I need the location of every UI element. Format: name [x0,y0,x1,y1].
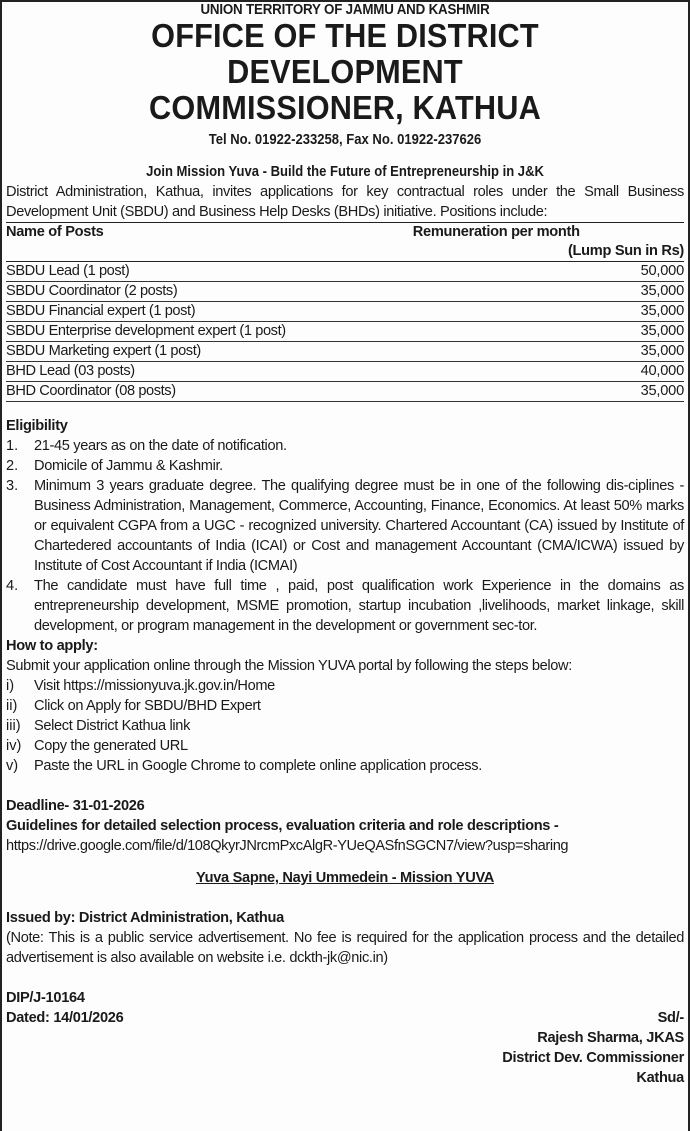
column-header-remuneration-line1: Remuneration per month [412,224,580,240]
slogan: Yuva Sapne, Nayi Ummedein - Mission YUVA [195,870,495,886]
eligibility-item-text: Minimum 3 years graduate degree. The qualifying degree must be in one of the following dis-ciplines - Business Administration, Management, Commerce, Accounting, Finance, Economics. At least 50% marks or equivalent CGPA from a UGC - recognized university. Chartered Accountant (CA) issued by Institute of Chartedered accountants of India (ICAI) or Cost and management Accountant (CMA/ICWA) issued by Institute of Cost Accountant if India (ICMAI) [34,478,684,574]
apply-step [6,696,684,716]
eligibility-item-text: 21-45 years as on the date of notification. [34,438,287,454]
column-header-name [6,223,413,262]
posts-table-body [6,262,684,402]
apply-step-text: Click on Apply for SBDU/BHD Expert [34,698,261,714]
dated: Dated: 14/01/2026 [6,1010,124,1026]
post-name: SBDU Lead (1 post) [6,263,130,279]
eligibility-title: Eligibility [6,418,68,434]
eligibility-item-text: The candidate must have full time , paid, post qualification work Experience in the domains as entrepreneurship development, MSME promotion, startup incubation ,livelihoods, market linkage, skill development, or program management in the development or government sec-tor. [34,578,684,634]
apply-step-text: Visit https://missionyuva.jk.gov.in/Home [34,678,275,694]
how-to-apply-title: How to apply: [6,638,98,654]
table-row [6,262,684,282]
reference-number: DIP/J-10164 [6,990,85,1006]
apply-step [6,756,684,776]
post-name: SBDU Coordinator (2 posts) [6,283,178,299]
signatory-designation: District Dev. Commissioner [502,1050,684,1066]
posts-table [6,222,684,402]
post-remuneration: 40,000 [640,363,684,379]
post-remuneration: 35,000 [640,283,684,299]
apply-step-text: Copy the generated URL [34,738,188,754]
post-remuneration: 35,000 [640,383,684,399]
signatory-place: Kathua [636,1070,684,1086]
footer [6,988,684,1086]
guidelines-link[interactable]: https://drive.google.com/file/d/108QkyrJNrcmPxcAlgR-YUeQASfnSGCN7/view?usp=sharing [6,838,569,854]
eligibility-item-text: Domicile of Jammu & Kashmir. [34,458,223,474]
apply-step-number: ii) [6,698,18,714]
how-to-apply-intro: Submit your application online through the Mission YUVA portal by following the steps below: [6,658,572,674]
intro-paragraph: District Administration, Kathua, invites applications for key contractual roles under the Small Business Development Unit (SBDU) and Business Help Desks (BHDs) initiative. Positions include: [6,184,684,220]
apply-step-number: iv) [6,738,22,754]
column-header-remuneration [413,223,684,262]
eligibility-item [6,576,684,636]
table-row [6,342,684,362]
table-row [6,362,684,382]
eligibility-item [6,436,684,456]
post-remuneration: 35,000 [640,323,684,339]
column-header-remuneration-line2: (Lump Sun in Rs) [568,243,684,259]
table-row [6,382,684,402]
eligibility-item-number: 2. [6,458,19,474]
table-row [6,282,684,302]
apply-step [6,736,684,756]
eligibility-item-number: 3. [6,478,19,494]
post-remuneration: 35,000 [640,343,684,359]
eligibility-item [6,456,684,476]
post-name: SBDU Financial expert (1 post) [6,303,196,319]
post-remuneration: 50,000 [640,263,684,279]
apply-step [6,716,684,736]
post-name: BHD Lead (03 posts) [6,363,135,379]
contact-numbers: Tel No. 01922-233258, Fax No. 01922-237626 [208,132,482,148]
column-header-name-text: Name of Posts [6,224,104,240]
eligibility-item-number: 1. [6,438,19,454]
apply-step-number: i) [6,678,15,694]
post-name: SBDU Enterprise development expert (1 post) [6,323,286,339]
deadline: Deadline- 31-01-2026 [6,798,145,814]
office-title-line1: OFFICE OF THE DISTRICT DEVELOPMENT [151,17,539,90]
apply-step-number: iii) [6,718,21,734]
headline: Join Mission Yuva - Build the Future of Entrepreneurship in J&K [146,164,544,180]
note: (Note: This is a public service advertisement. No fee is required for the application process and the detailed advertisement is also available on website i.e. dckth-jk@nic.in) [6,930,684,966]
signatory-name: Rajesh Sharma, JKAS [537,1030,684,1046]
table-row [6,322,684,342]
guidelines-label: Guidelines for detailed selection process, evaluation criteria and role descriptions - [6,818,559,834]
how-to-apply-steps [6,676,684,776]
posts-table-header [6,223,684,262]
eligibility-item [6,476,684,576]
office-title-line2: COMMISSIONER, KATHUA [149,89,541,126]
signature-sd: Sd/- [657,1010,684,1026]
apply-step-text: Select District Kathua link [34,718,191,734]
apply-step-number: v) [6,758,19,774]
post-name: BHD Coordinator (08 posts) [6,383,176,399]
signature-block [502,1008,684,1088]
territory-heading: UNION TERRITORY OF JAMMU AND KASHMIR [200,2,490,18]
issued-by: Issued by: District Administration, Kathua [6,910,284,926]
eligibility-item-number: 4. [6,578,19,594]
apply-step-text: Paste the URL in Google Chrome to complete online application process. [34,758,482,774]
post-remuneration: 35,000 [640,303,684,319]
post-name: SBDU Marketing expert (1 post) [6,343,201,359]
apply-step [6,676,684,696]
eligibility-list [6,436,684,636]
table-row [6,302,684,322]
